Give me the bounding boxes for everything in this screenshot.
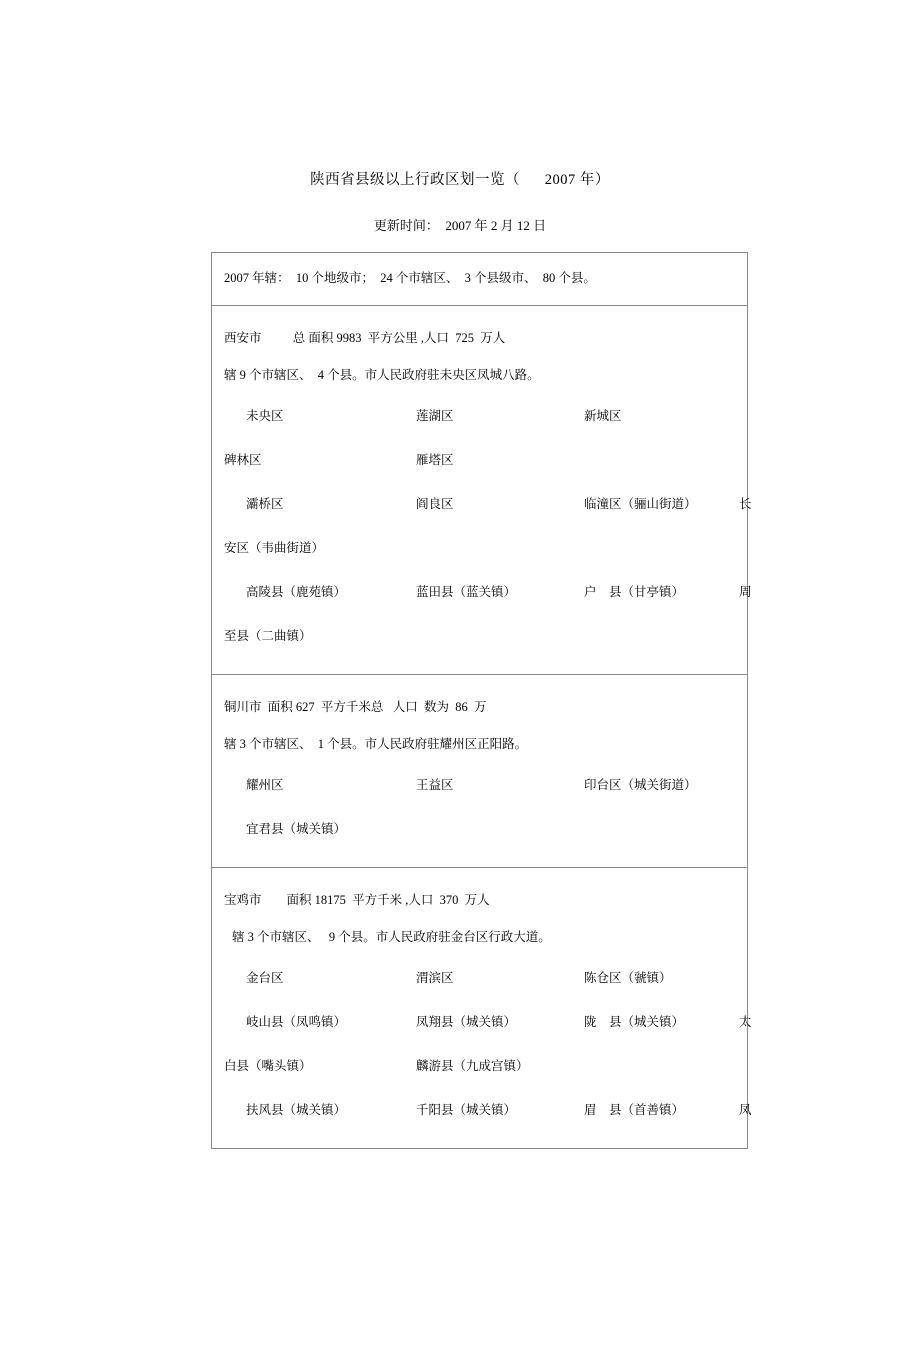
district-name: 阎良区 [416,497,454,511]
county-name: 凤翔县（城关镇） [416,1015,517,1029]
district-name: 碑林区 [224,453,262,467]
county-row [224,1088,752,1132]
district-name: 耀州区 [246,778,284,792]
district-name-wrap: 长 [739,497,752,511]
county-name-wrap: 太 [739,1015,752,1029]
county-name: 白县（嘴头镇） [224,1059,312,1073]
table-row-summary [212,253,748,306]
district-name: 未央区 [246,409,284,423]
county-row [224,570,752,614]
district-name: 印台区（城关街道） [584,778,697,792]
table-row [212,868,748,1149]
county-name: 麟游县（九成宫镇） [416,1059,529,1073]
county-name: 蓝田县（蓝关镇） [416,585,517,599]
county-name: 扶风县（城关镇） [246,1103,347,1117]
district-name: 王益区 [416,778,454,792]
district-row [224,956,735,1000]
county-name-wrap: 凤 [739,1103,752,1117]
city-admin-note: 辖 3 个市辖区、 9 个县。市人民政府驻金台区行政大道。 [232,930,551,944]
district-name: 安区（韦曲街道） [224,541,325,555]
district-name: 临潼区（骊山街道） [584,497,697,511]
summary-cell [212,253,748,306]
table-row [212,306,748,675]
district-name: 雁塔区 [416,453,454,467]
county-name: 千阳县（城关镇） [416,1103,517,1117]
county-name: 岐山县（凤鸣镇） [246,1015,347,1029]
county-name-wrap: 周 [739,585,752,599]
district-name: 金台区 [246,971,284,985]
district-name: 莲湖区 [416,409,454,423]
page-title: 陕西省县级以上行政区划一览（ 2007 年） [310,172,610,188]
county-name: 眉 县（首善镇） [584,1103,685,1117]
county-name: 至县（二曲镇） [224,629,312,643]
district-name: 陈仓区（虢镇） [584,971,672,985]
summary-text: 2007 年辖： 10 个地级市； 24 个市辖区、 3 个县级市、 80 个县。 [224,271,596,285]
county-name: 高陵县（鹿苑镇） [246,585,347,599]
city-cell-baoji [212,868,752,1149]
district-row [224,763,735,807]
divisions-table [211,252,752,1149]
admin-divisions-table [211,252,752,1149]
district-row [224,438,735,482]
county-name: 宜君县（城关镇） [246,822,347,836]
county-row [224,1000,752,1044]
county-name: 陇 县（城关镇） [584,1015,685,1029]
county-row [224,1044,735,1088]
district-row [224,394,735,438]
district-name: 渭滨区 [416,971,454,985]
city-header: 西安市 总 面积 9983 平方公里 ,人口 725 万人 [224,331,506,345]
city-cell-xian [212,306,752,675]
county-row [224,614,735,658]
update-time: 更新时间： 2007 年 2 月 12 日 [373,218,547,233]
city-admin-note: 辖 9 个市辖区、 4 个县。市人民政府驻未央区凤城八路。 [224,368,540,382]
city-cell-tongchuan [212,675,748,868]
district-name: 新城区 [584,409,622,423]
city-header: 宝鸡市 面积 18175 平方千米 ,人口 370 万人 [224,893,490,907]
county-name: 户 县（甘亭镇） [584,585,685,599]
table-row [212,675,748,868]
district-row [224,526,735,570]
district-row [224,482,752,526]
district-name: 灞桥区 [246,497,284,511]
county-row [224,807,735,851]
city-header: 铜川市 面积 627 平方千米总 人口 数为 86 万 [224,700,487,714]
city-admin-note: 辖 3 个市辖区、 1 个县。市人民政府驻耀州区正阳路。 [224,737,528,751]
